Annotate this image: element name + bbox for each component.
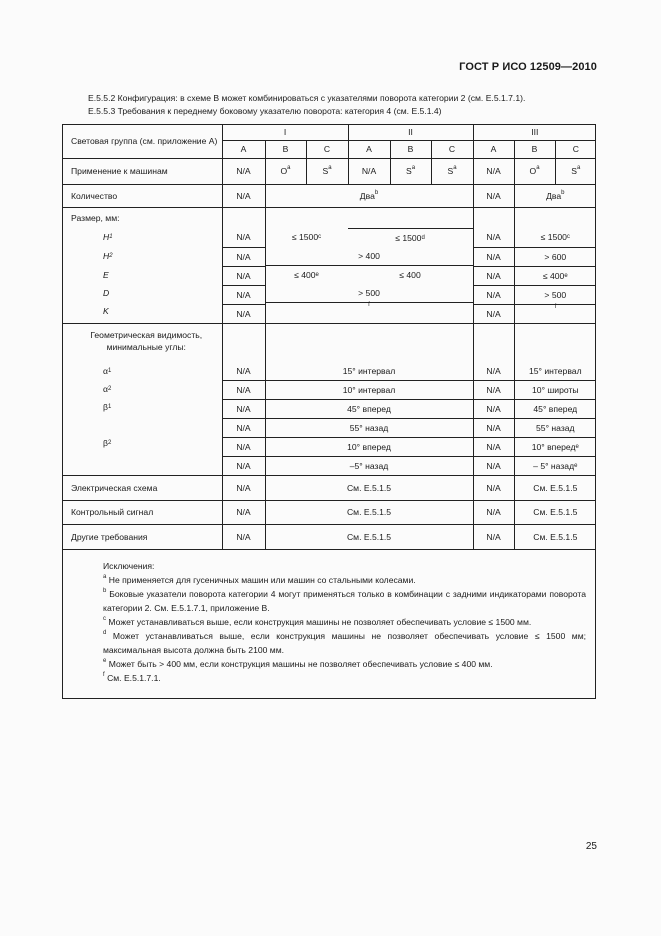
visibility-na: N/A: [223, 437, 265, 456]
sub-3c: C: [555, 140, 596, 158]
electric-value-right: См. Е.5.1.5: [514, 475, 596, 500]
control-na: N/A: [222, 500, 265, 524]
control-value-right: См. Е.5.1.5: [514, 500, 596, 524]
vis-left: 10° интервал: [266, 380, 473, 399]
sub-2a: A: [348, 140, 390, 158]
size-na-col-1: [222, 207, 265, 323]
group-1: I: [222, 125, 348, 140]
row-control: [63, 500, 596, 524]
sub-1c: C: [306, 140, 348, 158]
row-quantity: [63, 184, 596, 207]
size-na: N/A: [223, 266, 265, 285]
page-number: 25: [585, 841, 597, 852]
size-na: N/A: [223, 304, 265, 323]
vis-right: 10° широты: [515, 380, 597, 399]
row-application: [63, 158, 596, 184]
sym-beta1: β 1: [103, 401, 112, 412]
size-na: N/A: [474, 247, 514, 266]
spec-table: [63, 125, 596, 550]
light-group-label: Световая группа (см. приложение А): [63, 125, 222, 158]
visibility-na: N/A: [474, 437, 514, 456]
row-electric: [63, 475, 596, 500]
electric-na: N/A: [222, 475, 265, 500]
sym-d: D: [103, 287, 110, 298]
group-2: II: [348, 125, 473, 140]
quantity-na-1: N/A: [222, 184, 265, 207]
d-left: > 500: [358, 287, 380, 298]
sym-h1: H 1: [103, 232, 113, 242]
e-left-b: ≤ 400: [399, 269, 421, 280]
size-values-left: [265, 207, 473, 323]
note-d: $^d$ Может устанавливаться выше, если конструкция машины не позволяет обеспечивать условие ≤ 1500 мм; максимальная высота должна быть 2100 мм.: [103, 630, 586, 655]
size-na: N/A: [223, 285, 265, 304]
visibility-na: N/A: [474, 380, 514, 399]
visibility-na: N/A: [486, 365, 501, 376]
sym-e: E: [103, 269, 109, 280]
vis-left: 15° интервал: [342, 365, 396, 376]
vis-right: 10° вперед e: [515, 437, 597, 456]
other-label: Другие требования: [63, 524, 222, 549]
visibility-na: N/A: [223, 380, 265, 399]
vis-left: 55° назад: [266, 418, 473, 437]
application-cell: N/A: [348, 158, 390, 184]
size-values-right: [514, 207, 596, 323]
quantity-value-left: Два$^b$: [265, 184, 473, 207]
quantity-na-3: N/A: [473, 184, 514, 207]
sub-3a: A: [473, 140, 514, 158]
h2-left: > 400: [358, 250, 380, 261]
size-na-col-3: [473, 207, 514, 323]
application-cell: $O^a$: [514, 158, 555, 184]
application-cell: N/A: [473, 158, 514, 184]
sym-beta2: β 2: [103, 437, 112, 448]
size-na: N/A: [474, 285, 514, 304]
row-size: [63, 207, 596, 323]
application-cell: $S^a$: [431, 158, 473, 184]
other-na: N/A: [473, 524, 514, 549]
size-na: N/A: [474, 266, 514, 285]
size-na: N/A: [223, 247, 265, 266]
note-f: $^f$ См. Е.5.1.7.1.: [103, 672, 161, 683]
h1-left: [266, 228, 473, 247]
control-label: Контрольный сигнал: [63, 500, 222, 524]
application-label: Применение к машинам: [63, 158, 222, 184]
group-3: III: [473, 125, 596, 140]
note-a: $^a$ Не применяется для гусеничных машин или машин со стальными колесами.: [103, 574, 416, 585]
h2-right: > 600: [515, 247, 597, 266]
size-na: N/A: [486, 232, 501, 242]
application-cell: $S^a$: [390, 158, 431, 184]
h1-left-a: ≤ 1500 c: [291, 232, 322, 242]
visibility-na: N/A: [474, 456, 514, 475]
intro-text: [88, 92, 525, 118]
vis-left: –5° назад: [266, 456, 473, 475]
note-e: $^e$ Может быть > 400 мм, если конструкция машины не позволяет обеспечивать условие ≤ 400 мм.: [103, 658, 493, 669]
notes-title: Исключения:: [103, 561, 155, 571]
control-value-left: См. Е.5.1.5: [265, 500, 473, 524]
other-value-right: См. Е.5.1.5: [514, 524, 596, 549]
spec-table-frame: [62, 124, 596, 699]
vis-right: 55° назад: [515, 418, 597, 437]
k-right: f: [515, 304, 597, 322]
other-value-left: См. Е.5.1.5: [265, 524, 473, 549]
note-c: $^c$ Может устанавливаться выше, если конструкция машины не позволяет обеспечивать условие ≤ 1500 мм.: [103, 616, 532, 627]
sym-h2: H 2: [103, 251, 113, 261]
visibility-na: N/A: [223, 399, 265, 418]
application-cell: $O^a$: [265, 158, 306, 184]
sub-2b: B: [390, 140, 431, 158]
sub-2c: C: [431, 140, 473, 158]
application-cell: $S^a$: [555, 158, 596, 184]
visibility-labels: [63, 323, 222, 475]
electric-na: N/A: [473, 475, 514, 500]
e-left-a: ≤ 400 e: [294, 269, 319, 280]
row-visibility: [63, 323, 596, 475]
visibility-values-left: [265, 323, 473, 475]
vis-right: 15° интервал: [529, 365, 582, 376]
header-row-groups: [63, 125, 596, 140]
visibility-label: Геометрическая видимость, минимальные углы:: [90, 329, 203, 352]
vis-left: 10° вперед: [266, 437, 473, 456]
vis-right: 45° вперед: [515, 399, 597, 418]
h1-right: ≤ 1500 c: [540, 232, 570, 242]
visibility-na: N/A: [223, 456, 265, 475]
intro-line-1: Е.5.5.2 Конфигурация: в схеме В может комбинироваться с указателями поворота категории 2 (см. Е.5.1.7.1).: [88, 93, 526, 103]
electric-label: Электрическая схема: [63, 475, 222, 500]
vis-left: 45° вперед: [266, 399, 473, 418]
sub-3b: B: [514, 140, 555, 158]
sub-1b: B: [265, 140, 306, 158]
visibility-na-col-1: [222, 323, 265, 475]
electric-value-left: См. Е.5.1.5: [265, 475, 473, 500]
visibility-na-col-3: [473, 323, 514, 475]
visibility-values-right: [514, 323, 596, 475]
size-label: Размер, мм:: [71, 212, 120, 223]
visibility-na: N/A: [223, 418, 265, 437]
quantity-label: Количество: [63, 184, 222, 207]
document-header: ГОСТ Р ИСО 12509—2010: [459, 61, 597, 73]
row-other: [63, 524, 596, 549]
note-b: $^b$ Боковые указатели поворота категории 4 могут применяться только в комбинации с задними индикаторами поворота категории 2. См. Е.5.1.7.1, приложение В.: [103, 588, 586, 613]
application-cell: $S^a$: [306, 158, 348, 184]
visibility-na: N/A: [236, 365, 251, 376]
size-labels: [63, 207, 222, 323]
k-left: f: [266, 302, 473, 320]
exceptions-notes: [71, 559, 586, 685]
h1-left-b: ≤ 1500 d: [348, 228, 473, 247]
other-na: N/A: [222, 524, 265, 549]
sym-alpha2: α 2: [103, 383, 112, 394]
control-na: N/A: [473, 500, 514, 524]
e-left: [266, 265, 473, 284]
sub-1a: A: [222, 140, 265, 158]
application-cell: N/A: [222, 158, 265, 184]
visibility-na: N/A: [474, 399, 514, 418]
quantity-value-right: Два$^b$: [514, 184, 596, 207]
size-na: N/A: [236, 232, 251, 242]
sym-k: K: [103, 305, 109, 316]
size-na: N/A: [474, 304, 514, 323]
d-right: > 500: [515, 285, 597, 304]
sym-alpha1: α 1: [103, 365, 112, 376]
visibility-na: N/A: [474, 418, 514, 437]
intro-line-2: Е.5.5.3 Требования к переднему боковому указателю поворота: категория 4 (см. Е.5.1.4): [88, 106, 442, 116]
vis-right: – 5° назад e: [515, 456, 597, 475]
e-right: ≤ 400 e: [515, 266, 597, 285]
